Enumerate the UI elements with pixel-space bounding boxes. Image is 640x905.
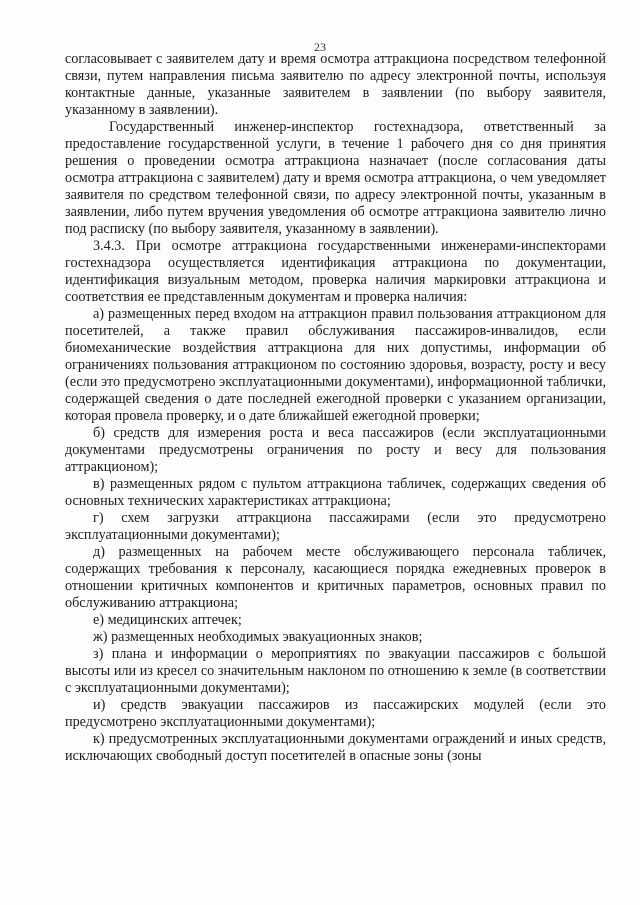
list-item-d: д) размещенных на рабочем месте обслуживающего персонала табличек, содержащих требования к персоналу, касающиеся порядка ежедневных проверок в отношении критичных компонентов и критичных параметров, основных правил по обслуживанию аттракциона; xyxy=(65,544,606,611)
list-item-zh: ж) размещенных необходимых эвакуационных знаков; xyxy=(93,629,423,645)
paragraph-inspector-notice: Государственный инженер-инспектор гостехнадзора, ответственный за предоставление государственной услуги, в течение 1 рабочего дня со дня принятия решения о проведении осмотра аттракциона назначает (после согласования даты осмотра аттракциона с заявителем) дату и время осмотра аттракциона, о чем уведомляет заявителя по средством телефонной связи, по адресу электронной почты, указанным в заявлении, либо путем вручения уведомления об осмотре аттракциона заявителю лично под расписку (по выбору заявителя, указанному в заявлении). xyxy=(65,119,606,237)
list-item-b: б) средств для измерения роста и веса пассажиров (если эксплуатационными документами предусмотрены ограничения по росту и весу для пользования аттракционом); xyxy=(65,425,606,475)
list-item-g: г) схем загрузки аттракциона пассажирами (если это предусмотрено эксплуатационными документами); xyxy=(65,510,606,543)
list-item-z: з) плана и информации о мероприятиях по эвакуации пассажиров с большой высоты или из кресел со значительным наклоном по отношению к земле (в соответствии с эксплуатационными документами); xyxy=(65,646,606,696)
paragraph-continuation: согласовывает с заявителем дату и время осмотра аттракциона посредством телефонной связи, путем направления письма заявителю по адресу электронной почты, используя контактные данные, указанные заявителем в заявлении (по выбору заявителя, указанному в заявлении). xyxy=(65,51,606,118)
list-item-v: в) размещенных рядом с пультом аттракциона табличек, содержащих сведения об основных технических характеристиках аттракциона; xyxy=(65,476,606,509)
list-item-k: к) предусмотренных эксплуатационными документами ограждений и иных средств, исключающих свободный доступ посетителей в опасные зоны (зоны xyxy=(65,731,606,764)
list-item-a: а) размещенных перед входом на аттракцион правил пользования аттракционом для посетителей, а также правил обслуживания пассажиров-инвалидов, если биомеханические воздействия аттракциона для них допустимы, информации об ограничениях пользования аттракционом по состоянию здоровья, возрасту, росту и весу (если это предусмотрено эксплуатационными документами), информационной таблички, содержащей сведения о дате последней ежегодной проверки с указанием организации, которая провела проверку, и о дате ближайшей ежегодной проверки; xyxy=(65,306,606,424)
document-body xyxy=(65,51,606,765)
page-number: 23 xyxy=(314,40,326,54)
list-item-e: е) медицинских аптечек; xyxy=(93,612,242,628)
section-3-4-3: 3.4.3. При осмотре аттракциона государственными инженерами-инспекторами гостехнадзора осуществляется идентификация аттракциона по документации, идентификация визуальным методом, проверка наличия маркировки аттракциона и соответствия ее представленным документам и проверка наличия: xyxy=(65,238,606,305)
list-item-i: и) средств эвакуации пассажиров из пассажирских модулей (если это предусмотрено эксплуатационными документами); xyxy=(65,697,606,730)
